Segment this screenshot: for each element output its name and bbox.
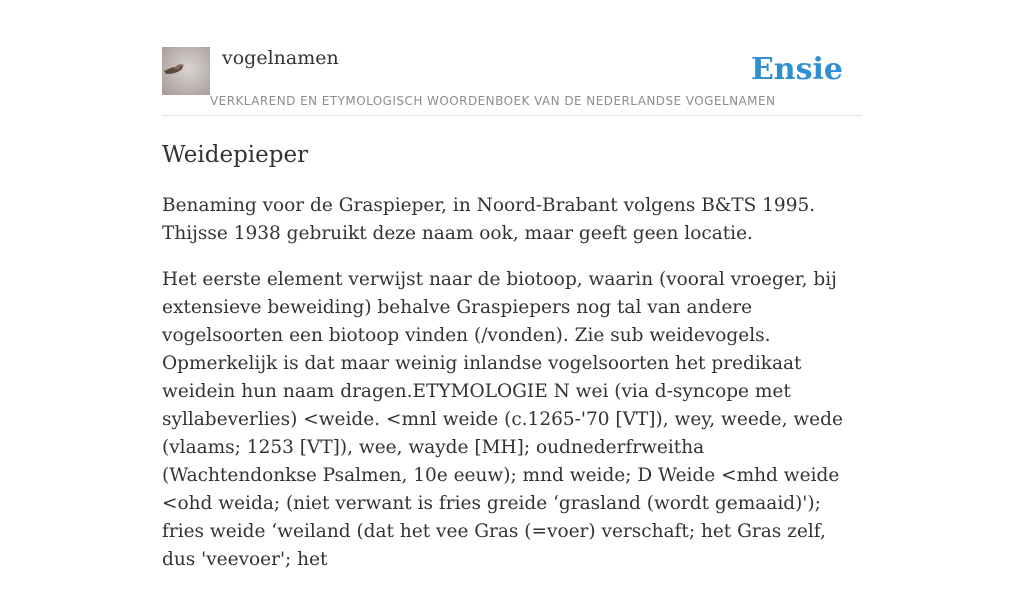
site-name[interactable]: vogelnamen	[222, 47, 339, 69]
entry-paragraph: Het eerste element verwijst naar de biotoop, waarin (vooral vroeger, bij extensieve beweiding) behalve Graspiepers nog tal van andere vogelsoorten een biotoop vinden (/vonden). Zie sub weidevogels. Opmerkelijk is dat maar weinig inlandse vogelsoorten het predikaat weidein hun naam dragen.ETYMOLOGIE N wei (via d-syncope met syllabeverlies) <weide. <mnl weide (c.1265-'70 [VT]), wey, weede, wede (vlaams; 1253 [VT]), wee, wayde [MH]; oudnederfrweitha (Wachtendonkse Psalmen, 10e eeuw); mnd weide; D Weide <mhd weide <ohd weida; (niet verwant is fries greide ‘grasland (wordt gemaaid)'); fries weide ‘weiland (dat het vee Gras (=voer) verschaft; het Gras zelf, dus 'veevoer'; het	[162, 269, 843, 570]
site-subtitle: VERKLAREND EN ETYMOLOGISCH WOORDENBOEK VAN DE NEDERLANDSE VOGELNAMEN	[210, 94, 776, 108]
ensie-logo-link[interactable]: Ensie	[750, 52, 843, 87]
entry-title: Weidepieper	[162, 142, 309, 168]
site-avatar[interactable]	[162, 47, 210, 95]
entry-body	[162, 192, 864, 592]
site-header	[162, 46, 862, 116]
entry-paragraph: Benaming voor de Graspieper, in Noord-Brabant volgens B&TS 1995. Thijsse 1938 gebruikt deze naam ook, maar geeft geen locatie.	[162, 195, 816, 244]
bird-photo-icon	[162, 47, 210, 95]
